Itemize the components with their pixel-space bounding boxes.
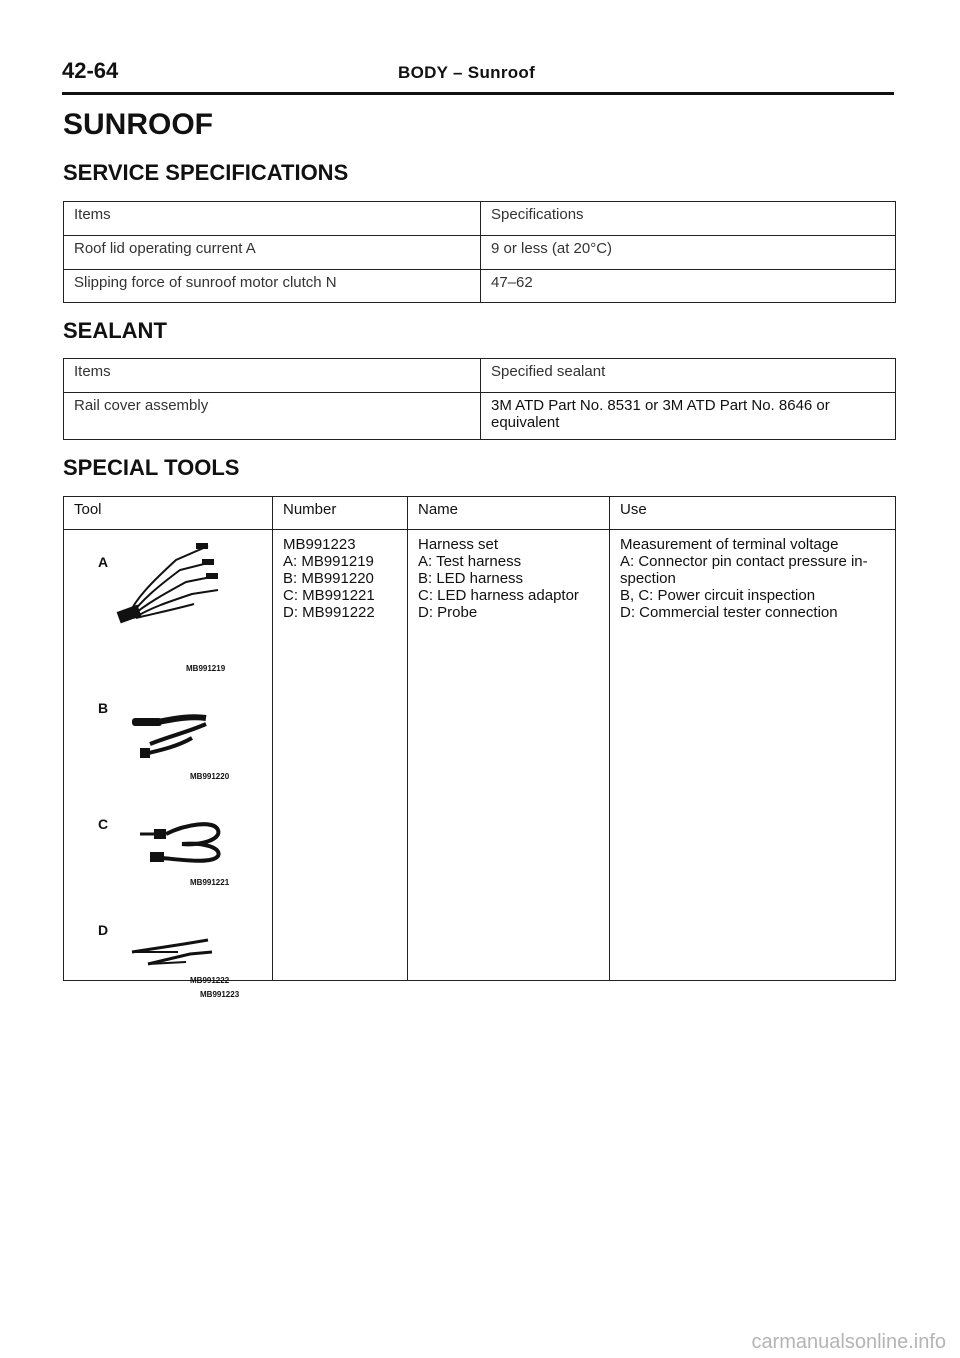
tool-code: MB991222 [190, 976, 230, 985]
tool-code: MB991221 [190, 878, 230, 887]
table-cell: Rail cover assembly [64, 393, 481, 440]
tool-illustration-cell [64, 530, 273, 999]
table-cell: 47–62 [481, 270, 896, 303]
tool-number-line: A: MB991219 [283, 553, 374, 570]
sealant-table [63, 358, 896, 440]
table-cell: 9 or less (at 20°C) [481, 236, 896, 270]
table-header-cell: Tool [64, 497, 273, 530]
tool-use-line: A: Connector pin contact pressure in- [620, 553, 868, 570]
tool-name-line: Harness set [418, 536, 499, 553]
tool-set-code: MB991223 [200, 990, 240, 999]
special-tools-heading: SPECIAL TOOLS [63, 455, 240, 480]
probe-illustration [128, 936, 214, 972]
tool-letter: D [98, 922, 109, 938]
table-header-cell: Items [64, 202, 481, 236]
page-header [62, 58, 894, 95]
table-row [64, 236, 896, 270]
tool-use-line: Measurement of terminal voltage [620, 536, 839, 553]
tool-letter: B [98, 700, 109, 716]
table-row [64, 393, 896, 440]
tool-letter: C [98, 816, 109, 832]
table-header-row [64, 497, 896, 530]
table-row [64, 270, 896, 303]
page-number: 42-64 [62, 58, 119, 83]
tool-name-line: A: Test harness [418, 553, 522, 570]
tool-code: MB991220 [190, 772, 230, 781]
tool-name-line: B: LED harness [418, 570, 524, 587]
table-cell: 3M ATD Part No. 8531 or 3M ATD Part No. 8646 or equivalent [481, 393, 896, 440]
tool-name-line: D: Probe [418, 604, 478, 621]
special-tools-table [63, 496, 896, 999]
table-header-cell: Specifications [481, 202, 896, 236]
table-cell: Slipping force of sunroof motor clutch N [64, 270, 481, 303]
table-row [64, 530, 896, 981]
tool-number-line: C: MB991221 [283, 587, 375, 604]
header-title: BODY – Sunroof [398, 63, 536, 82]
table-header-cell: Use [610, 497, 896, 530]
tool-letter: A [98, 554, 109, 570]
led-harness-illustration [130, 710, 216, 766]
tool-use-line: B, C: Power circuit inspection [620, 587, 816, 604]
tool-number-line: D: MB991222 [283, 604, 375, 621]
table-header-cell: Items [64, 359, 481, 393]
sealant-heading: SEALANT [63, 318, 167, 343]
table-header-cell: Number [273, 497, 408, 530]
table-header-row [64, 202, 896, 236]
footer-watermark: carmanualsonline.info [751, 1331, 946, 1353]
table-header-cell: Specified sealant [481, 359, 896, 393]
tool-name-cell [408, 530, 610, 981]
test-harness-illustration [116, 542, 226, 628]
service-specifications-table [63, 201, 896, 303]
table-cell: Roof lid operating current A [64, 236, 481, 270]
tool-code: MB991219 [186, 664, 226, 673]
tool-use-line: D: Commercial tester connection [620, 604, 838, 621]
tool-name-line: C: LED harness adaptor [418, 587, 579, 604]
tool-number-line: MB991223 [283, 536, 356, 553]
led-harness-adaptor-illustration [138, 816, 228, 872]
table-header-row [64, 359, 896, 393]
tool-use-cell [610, 530, 896, 981]
table-header-cell: Name [408, 497, 610, 530]
page-title: SUNROOF [63, 108, 213, 141]
tool-number-cell [273, 530, 408, 981]
tool-number-line: B: MB991220 [283, 570, 374, 587]
service-specifications-heading: SERVICE SPECIFICATIONS [63, 160, 349, 185]
tool-use-line: spection [620, 570, 676, 587]
